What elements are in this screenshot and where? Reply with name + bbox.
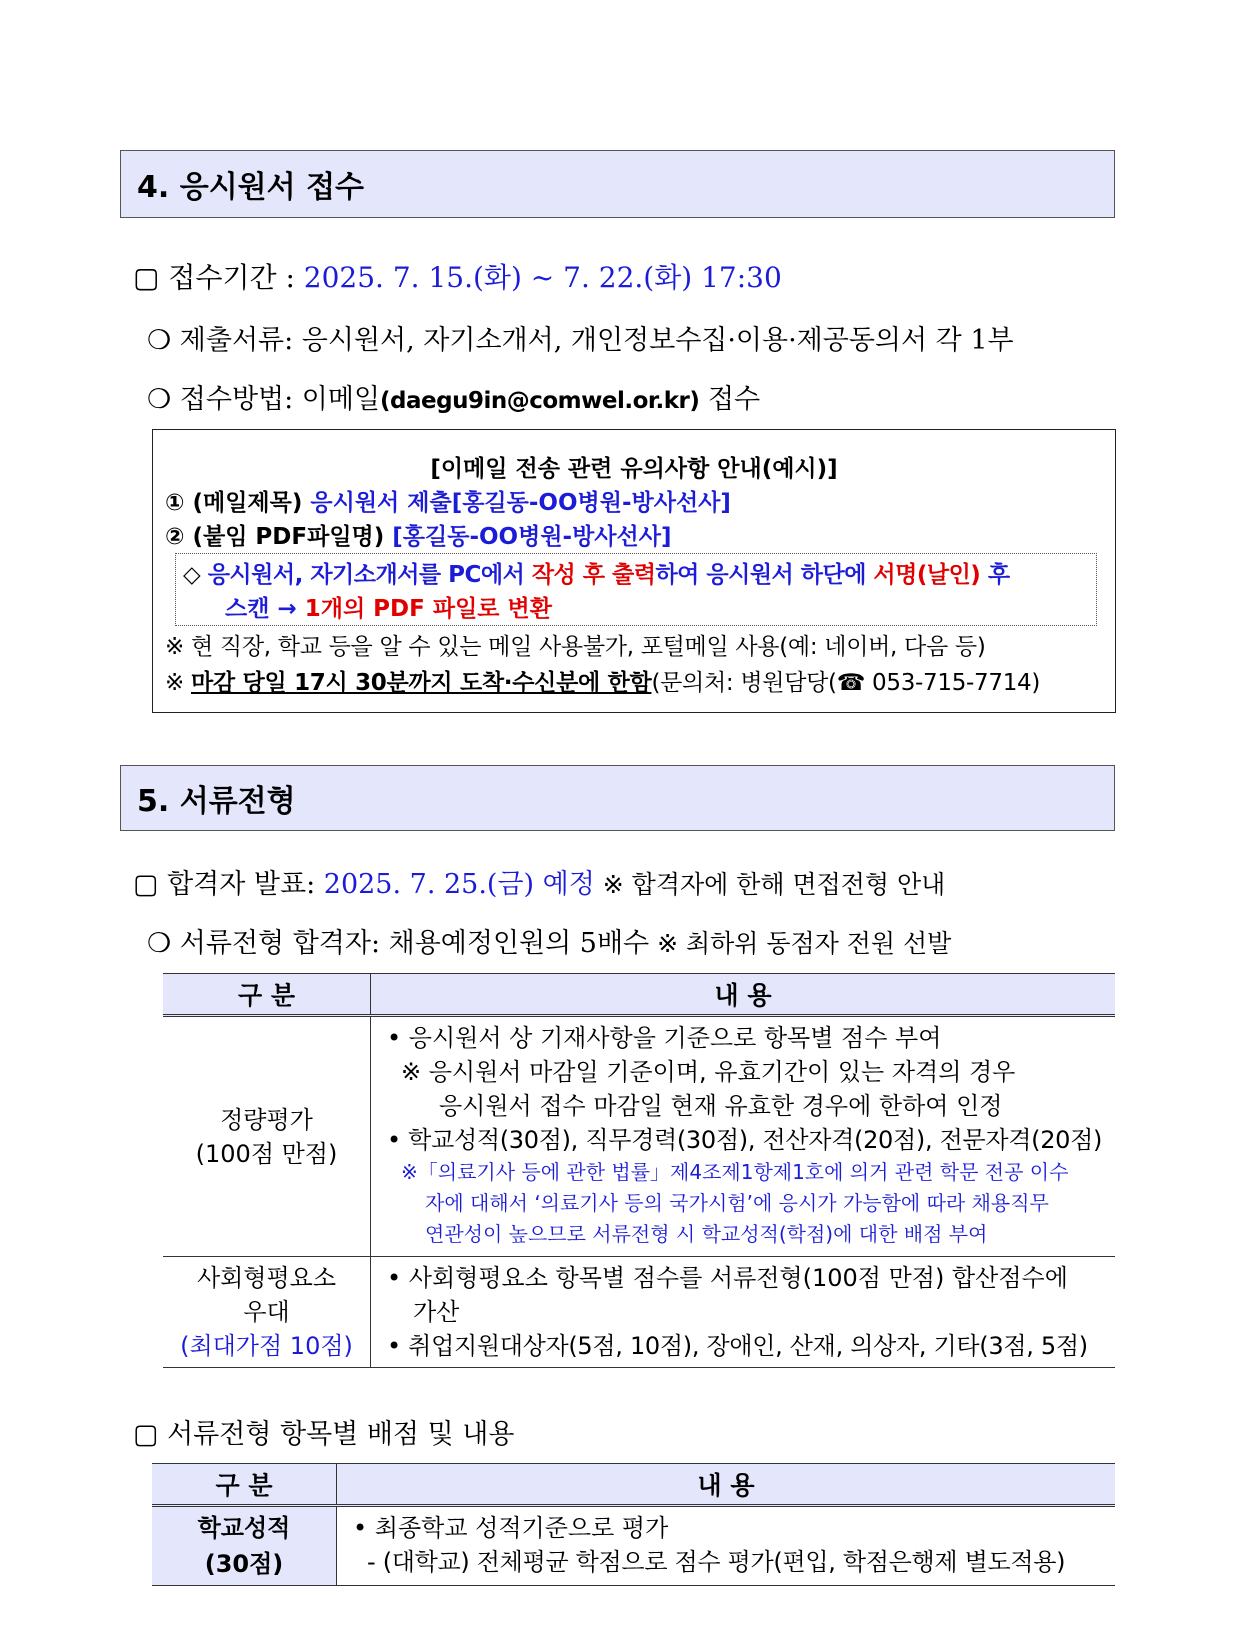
row-label-quantitative: 정량평가 (100점 만점) xyxy=(163,1016,371,1257)
section-5-title: 5. 서류전형 xyxy=(137,784,296,819)
table-header-content: 내 용 xyxy=(337,1464,1116,1506)
table-header-category: 구 분 xyxy=(163,974,371,1016)
submission-email: (daegu9in@comwel.or.kr) xyxy=(380,388,700,414)
table-header-content: 내 용 xyxy=(371,974,1116,1016)
section-4-title: 4. 응시원서 접수 xyxy=(137,170,365,205)
pass-announcement: ▢ 합격자 발표: 2025. 7. 25.(금) 예정 ※ 합격자에 한해 면접전형 안내 xyxy=(133,869,946,900)
notice-note-2: ※ 마감 당일 17시 30분까지 도착·수신분에 한함(문의처: 병원담당(☎ 053-715-7714) xyxy=(165,670,1041,696)
table-header-category: 구 분 xyxy=(152,1464,337,1506)
section-4-header xyxy=(120,150,1115,218)
notice-note-1: ※ 현 직장, 학교 등을 알 수 있는 메일 사용불가, 포털메일 사용(예: 네이버, 다음 등) xyxy=(165,634,986,660)
row-content-school-grades: • 최종학교 성적기준으로 평가 - (대학교) 전체평균 학점으로 점수 평가(편입, 학점은행제 별도적용) xyxy=(353,1514,1066,1576)
submission-method: ❍ 접수방법: 이메일(daegu9in@comwel.or.kr) 접수 xyxy=(147,384,761,415)
row-label-school-grades: 학교성적 (30점) xyxy=(152,1506,337,1586)
application-period: ▢ 접수기간 : 2025. 7. 15.(화) ~ 7. 22.(화) 17:30 xyxy=(133,261,782,294)
document-screening-pass: ❍ 서류전형 합격자: 채용예정인원의 5배수 ※ 최하위 동점자 전원 선발 xyxy=(147,928,952,959)
notice-title: [이메일 전송 관련 유의사항 안내(예시)] xyxy=(430,456,838,482)
notice-pdf-name: ② (붙임 PDF파일명) [홍길동-OO병원-방사선사] xyxy=(165,524,672,550)
row-label-social-equity: 사회형평요소 우대 (최대가점 10점) xyxy=(163,1257,371,1368)
notice-mail-subject: ① (메일제목) 응시원서 제출[홍길동-OO병원-방사선사] xyxy=(165,490,731,516)
period-value: 2025. 7. 15.(화) ~ 7. 22.(화) 17:30 xyxy=(303,261,782,294)
row-content-quantitative: • 응시원서 상 기재사항을 기준으로 항목별 점수 부여 ※ 응시원서 마감일 기준이며, 유효기간이 있는 자격의 경우 응시원서 접수 마감일 현재 유효한 경우에 한하여 인정 • 학교성적(30점), 직무경력(30점), 전산자격(20점), 전문자격(20점) ※「의료기사 등에 관한 법률」제4조제1항제1호에 의거 관련 학문 전공 이수 자에 대해서 ‘의료기사 등의 국가시험’에 응시가 가능함에 따라 채용직무 연관성이 높으므로 서류전형 시 학교성적(학점)에 대한 배점 부여 xyxy=(387,1024,1103,1246)
scoring-items-heading: ▢ 서류전형 항목별 배점 및 내용 xyxy=(133,1419,515,1450)
table-row xyxy=(163,1016,1115,1257)
email-notice-box xyxy=(152,429,1116,713)
screening-table xyxy=(163,973,1115,1368)
scoring-table xyxy=(152,1463,1115,1586)
table-header-row xyxy=(152,1464,1115,1506)
table-row xyxy=(152,1506,1115,1586)
notice-instruction-2: 스캔 → 1개의 PDF 파일로 변환 xyxy=(225,596,552,622)
submission-documents: ❍ 제출서류: 응시원서, 자기소개서, 개인정보수집·이용·제공동의서 각 1부 xyxy=(147,325,1014,356)
row-content-social-equity: • 사회형평요소 항목별 점수를 서류전형(100점 만점) 합산점수에 가산 • 취업지원대상자(5점, 10점), 장애인, 산재, 의상자, 기타(3점, 5점) xyxy=(387,1264,1088,1360)
table-header-row xyxy=(163,974,1115,1016)
section-5-header xyxy=(120,765,1115,831)
table-row xyxy=(163,1257,1115,1368)
notice-instruction-1: ◇ 응시원서, 자기소개서를 PC에서 작성 후 출력하여 응시원서 하단에 서명(날인) 후 xyxy=(183,562,1010,588)
